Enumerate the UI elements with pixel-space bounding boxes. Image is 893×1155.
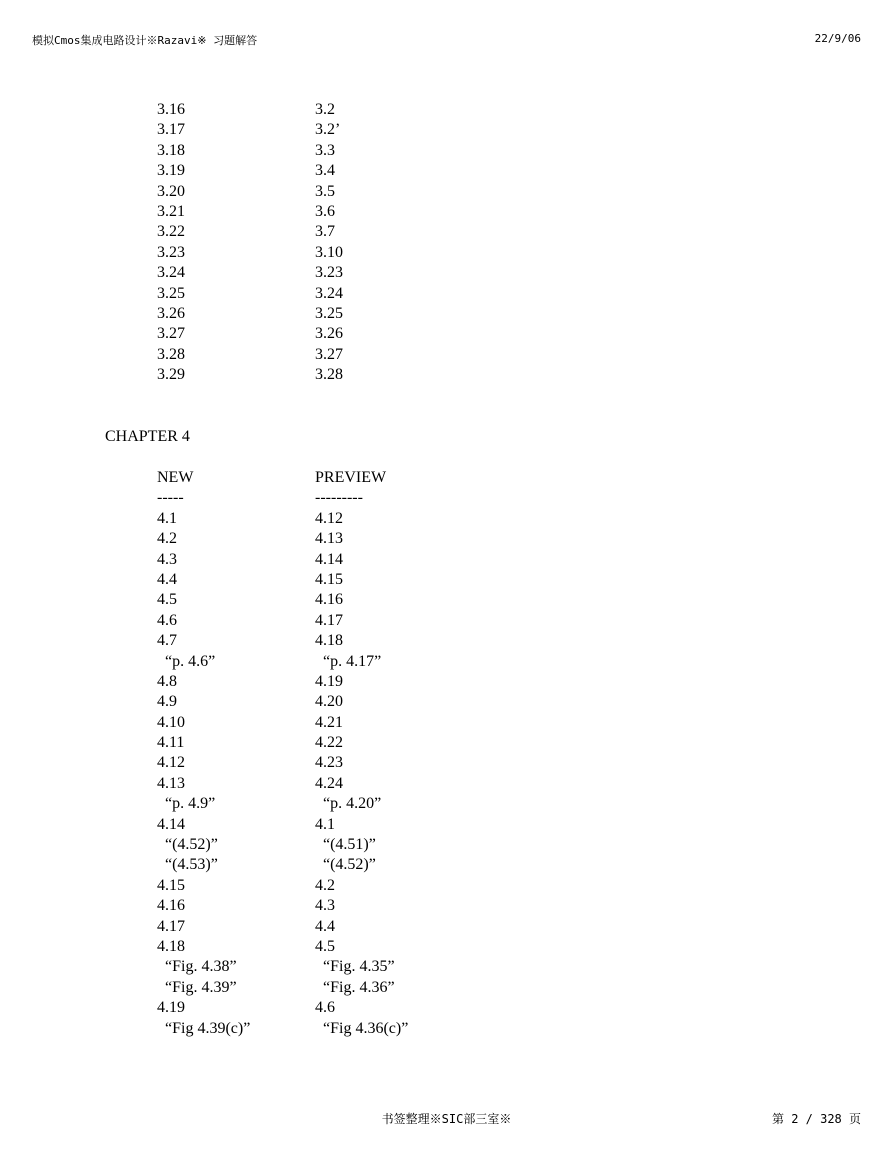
new-problem-number: 4.5 <box>157 591 177 609</box>
new-problem-number: 3.20 <box>157 182 185 200</box>
new-problem-number: 3.25 <box>157 284 185 302</box>
preview-problem-number: 4.1 <box>315 815 335 833</box>
new-problem-number: 3.27 <box>157 325 185 343</box>
preview-problem-number: 3.4 <box>315 162 335 180</box>
page-footer-note: 书签整理※SIC部三室※ <box>381 1112 512 1126</box>
new-problem-number: “Fig. 4.38” <box>157 958 237 976</box>
preview-problem-number: 4.13 <box>315 530 343 548</box>
new-problem-number: 3.24 <box>157 264 185 282</box>
new-problem-number: 4.9 <box>157 693 177 711</box>
new-problem-number: 4.17 <box>157 917 185 935</box>
preview-problem-number: 3.2 <box>315 101 335 118</box>
new-problem-number: 3.18 <box>157 141 185 159</box>
preview-problem-number: “(4.52)” <box>315 856 376 874</box>
preview-problem-number: “Fig. 4.35” <box>315 958 395 976</box>
new-problem-number: 4.7 <box>157 632 177 650</box>
chapter-4-heading: CHAPTER 4 <box>105 428 190 445</box>
preview-problem-number: 3.23 <box>315 264 343 282</box>
preview-problem-number: “Fig. 4.36” <box>315 978 395 996</box>
preview-problem-number: 4.21 <box>315 713 343 731</box>
preview-problem-number: 3.25 <box>315 304 343 322</box>
new-problem-number: 3.28 <box>157 345 185 363</box>
new-problem-number: 4.8 <box>157 672 177 690</box>
new-problem-number: “Fig 4.39(c)” <box>157 1019 251 1037</box>
preview-problem-number: 4.20 <box>315 693 343 711</box>
new-problem-number: “Fig. 4.39” <box>157 978 237 996</box>
new-problem-number: 3.29 <box>157 366 185 384</box>
preview-problem-number: 4.14 <box>315 550 343 568</box>
preview-problem-number: 4.6 <box>315 999 335 1017</box>
new-problem-number: 4.10 <box>157 713 185 731</box>
new-problem-number: “(4.52)” <box>157 836 218 854</box>
preview-problem-number: 4.5 <box>315 937 335 955</box>
preview-problem-number: 4.15 <box>315 570 343 588</box>
preview-problem-number: 4.22 <box>315 734 343 752</box>
new-problem-number: 4.11 <box>157 734 185 752</box>
preview-problem-number: 4.18 <box>315 632 343 650</box>
preview-problem-number: “p. 4.17” <box>315 652 382 670</box>
new-problem-number: NEW <box>157 469 194 486</box>
new-problem-number: “p. 4.6” <box>157 652 216 670</box>
preview-problem-number: “p. 4.20” <box>315 795 382 813</box>
preview-problem-number: 4.4 <box>315 917 335 935</box>
preview-problem-number: “Fig 4.36(c)” <box>315 1019 409 1037</box>
preview-problem-number: 4.23 <box>315 754 343 772</box>
preview-problem-number: 4.12 <box>315 509 343 527</box>
preview-problem-number: 3.2’ <box>315 121 341 139</box>
preview-problem-number: 4.16 <box>315 591 343 609</box>
new-problem-number: 4.18 <box>157 937 185 955</box>
new-problem-number: “p. 4.9” <box>157 795 216 813</box>
new-problem-number: 4.15 <box>157 876 185 894</box>
new-problem-number: 4.6 <box>157 611 177 629</box>
preview-problem-number: 3.26 <box>315 325 343 343</box>
new-problem-number: 4.2 <box>157 530 177 548</box>
preview-problem-number: PREVIEW <box>315 469 387 486</box>
preview-problem-number: 4.19 <box>315 672 343 690</box>
preview-problem-number: 3.3 <box>315 141 335 159</box>
new-problem-number: 3.16 <box>157 101 185 118</box>
preview-problem-number: 3.6 <box>315 202 335 220</box>
preview-problem-number: 3.5 <box>315 182 335 200</box>
preview-problem-number: 4.3 <box>315 897 335 915</box>
preview-problem-number: --------- <box>315 489 363 507</box>
preview-problem-number: 4.2 <box>315 876 335 894</box>
new-problem-number: 3.22 <box>157 223 185 241</box>
new-problem-number: 4.16 <box>157 897 185 915</box>
new-problem-number: 4.4 <box>157 570 177 588</box>
preview-problem-number: 3.10 <box>315 243 343 261</box>
new-problem-number: 4.3 <box>157 550 177 568</box>
new-problem-number: 3.23 <box>157 243 185 261</box>
page-number: 第 2 / 328 页 <box>771 1112 861 1126</box>
new-problem-number: “(4.53)” <box>157 856 218 874</box>
new-problem-number: 4.19 <box>157 999 185 1017</box>
preview-problem-number: 3.28 <box>315 366 343 384</box>
new-problem-number: 3.21 <box>157 202 185 220</box>
new-problem-number: ----- <box>157 489 184 507</box>
preview-problem-number: 4.17 <box>315 611 343 629</box>
page-header-title: 模拟Cmos集成电路设计※Razavi※ 习题解答 <box>32 34 258 47</box>
page-header-date: 22/9/06 <box>814 32 861 45</box>
new-problem-number: 4.13 <box>157 774 185 792</box>
preview-problem-number: 3.24 <box>315 284 343 302</box>
new-problem-number: 4.14 <box>157 815 185 833</box>
new-problem-number: 3.17 <box>157 121 185 139</box>
new-problem-number: 4.12 <box>157 754 185 772</box>
preview-problem-number: 3.27 <box>315 345 343 363</box>
new-problem-number: 4.1 <box>157 509 177 527</box>
new-problem-number: 3.26 <box>157 304 185 322</box>
preview-problem-number: “(4.51)” <box>315 836 376 854</box>
new-problem-number: 3.19 <box>157 162 185 180</box>
preview-problem-number: 3.7 <box>315 223 335 241</box>
preview-problem-number: 4.24 <box>315 774 343 792</box>
